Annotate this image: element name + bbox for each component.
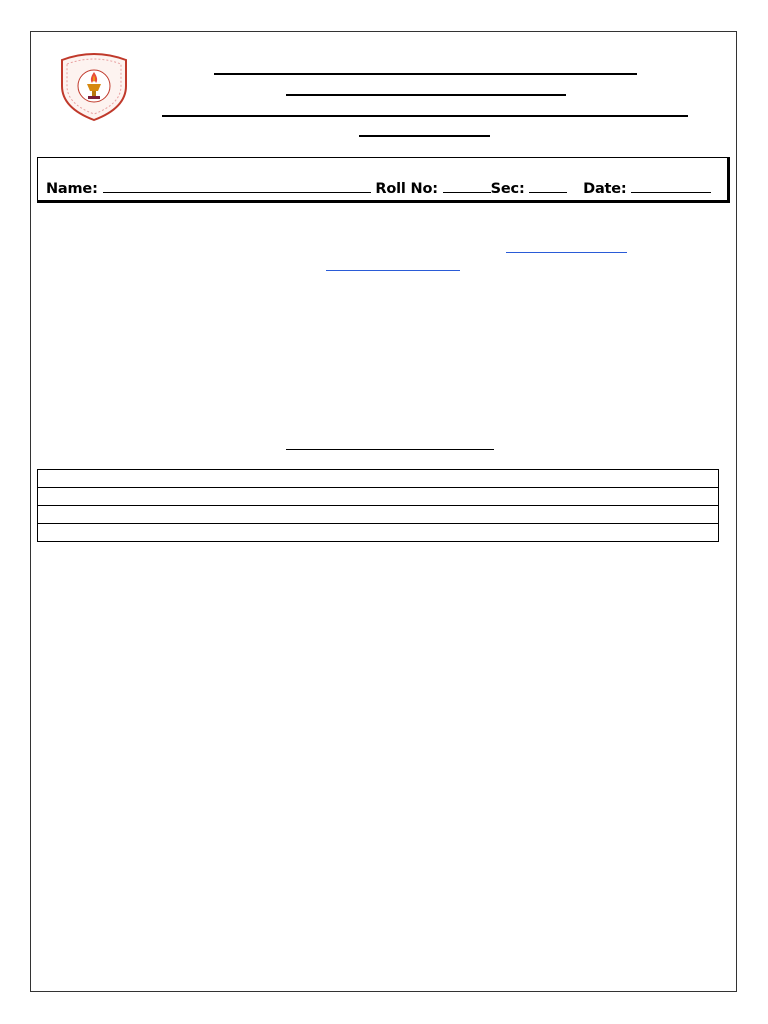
roll-no-field[interactable] — [443, 180, 491, 193]
table-cell[interactable] — [38, 488, 719, 506]
answer-table — [37, 469, 719, 542]
title-rule-1 — [214, 73, 637, 75]
section-field[interactable] — [529, 180, 567, 193]
table-cell[interactable] — [38, 524, 719, 542]
date-field[interactable] — [631, 180, 711, 193]
table-cell[interactable] — [38, 506, 719, 524]
table-row — [38, 470, 719, 488]
table-row — [38, 524, 719, 542]
student-info-fields — [46, 180, 711, 197]
title-rule-3 — [162, 115, 688, 117]
table-row — [38, 506, 719, 524]
student-info-box — [37, 157, 730, 203]
section-label: Sec: — [490, 181, 525, 197]
link-underline-2[interactable] — [326, 270, 460, 271]
name-label: Name: — [46, 181, 98, 197]
date-label: Date: — [583, 181, 627, 197]
school-crest-icon — [56, 50, 132, 122]
section-heading-rule — [286, 449, 494, 450]
table-row — [38, 488, 719, 506]
name-field[interactable] — [103, 180, 371, 193]
roll-no-label: Roll No: — [375, 181, 438, 197]
link-underline-1[interactable] — [506, 252, 627, 253]
title-rule-2 — [286, 94, 566, 96]
table-cell[interactable] — [38, 470, 719, 488]
title-rule-4 — [359, 135, 490, 137]
